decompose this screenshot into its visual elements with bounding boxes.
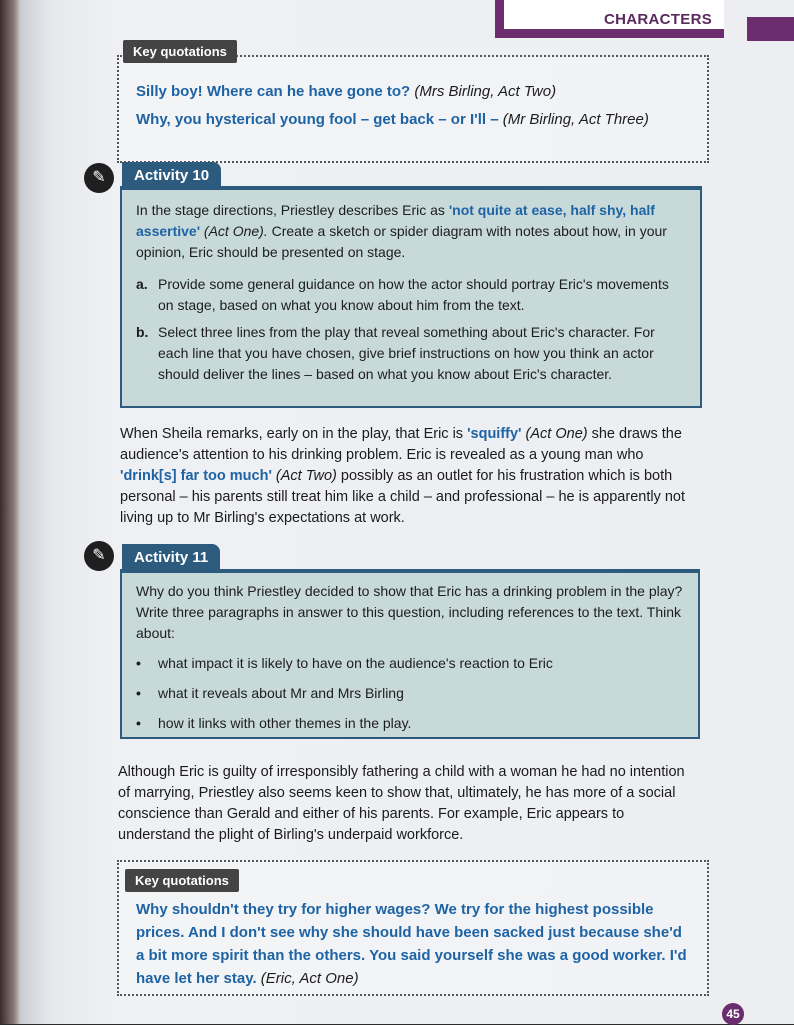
bullet-text: what impact it is likely to have on the audience's reaction to Eric xyxy=(158,655,553,671)
quote-source: (Eric, Act One) xyxy=(260,970,359,987)
item-text: Select three lines from the play that reveal something about Eric's character. For each line that you have chosen, give brief instructions on how you think an actor should deliver the lines – based on what you know about Eric's character. xyxy=(158,324,655,382)
quote-text: Why, you hysterical young fool – get back – or I'll – xyxy=(136,111,499,128)
quote-source: (Mrs Birling, Act Two) xyxy=(414,83,557,100)
text: possibly as an outlet for his frustration which is both personal – his parents still treat him like a child – and professional – he is apparently not living up to Mr Birling's expectations at work. xyxy=(120,468,686,526)
item-letter: b. xyxy=(136,324,149,340)
bullet-text: how it links with other themes in the play. xyxy=(158,715,412,731)
quote-text: Why shouldn't they try for higher wages? We try for the highest possible prices. And I don't see why she should have been sacked just because she'd a bit more spirit than the others. You said yourself she was a good worker. I'd have let her stay. xyxy=(136,901,687,987)
activity-item xyxy=(136,322,684,385)
activity-11-box xyxy=(120,569,700,739)
book-spine xyxy=(0,0,20,1024)
key-quotations-badge: Key quotations xyxy=(125,869,239,892)
bullet-text: what it reveals about Mr and Mrs Birling xyxy=(158,685,404,701)
intro-text: In the stage directions, Priestley describes Eric as xyxy=(136,202,449,218)
page-number: 45 xyxy=(722,1003,744,1025)
section-header-label: CHARACTERS xyxy=(604,11,712,28)
activity-bullet: • how it links with other themes in the play. xyxy=(136,715,412,731)
activity-10-box xyxy=(120,186,702,408)
book-page xyxy=(20,0,794,1024)
quote-highlight: 'drink[s] far too much' xyxy=(120,468,272,484)
key-quotations-badge: Key quotations xyxy=(123,40,237,63)
activity-11-intro: Why do you think Priestley decided to show that Eric has a drinking problem in the play? Write three paragraphs in answer to this question, including references to the text. Think about: xyxy=(136,583,683,641)
key-quotation xyxy=(136,898,690,990)
body-paragraph xyxy=(120,424,702,529)
quote-text: Silly boy! Where can he have gone to? xyxy=(136,83,411,100)
text: she draws the audience's attention to his drinking problem. Eric is revealed as a young man who xyxy=(120,426,682,463)
pencil-icon: ✎ xyxy=(84,541,114,571)
item-text: Provide some general guidance on how the actor should portray Eric's movements on stage, based on what you know about him from the text. xyxy=(158,276,669,313)
reference: (Act One) xyxy=(521,426,588,442)
text: When Sheila remarks, early on in the play, that Eric is xyxy=(120,426,468,442)
activity-11-title: Activity 11 xyxy=(122,544,220,571)
item-letter: a. xyxy=(136,276,148,292)
body-paragraph: Although Eric is guilty of irresponsibly fathering a child with a woman he had no intention of marrying, Priestley also seems keen to show that, ultimately, he has more of a social conscience than Gerald and either of his parents. For example, Eric appears to understand the plight of Birling's underpaid workforce. xyxy=(118,764,685,843)
key-quotation xyxy=(136,80,696,103)
activity-item xyxy=(136,274,684,316)
reference: (Act Two) xyxy=(271,468,337,484)
intro-highlight: 'not quite at ease, half shy, half assertive' xyxy=(136,202,655,239)
activity-bullet: • what it reveals about Mr and Mrs Birling xyxy=(136,685,404,701)
activity-10-title: Activity 10 xyxy=(122,162,221,189)
quote-highlight: 'squiffy' xyxy=(467,426,522,442)
activity-10-intro xyxy=(136,200,684,263)
pencil-icon: ✎ xyxy=(84,163,114,193)
section-header-tab xyxy=(495,0,724,38)
activity-bullet: • what impact it is likely to have on the audience's reaction to Eric xyxy=(136,655,553,671)
intro-text: Create a sketch or spider diagram with notes about how, in your opinion, Eric should be presented on stage. xyxy=(136,223,667,260)
intro-reference: (Act One). xyxy=(200,223,268,239)
key-quotation xyxy=(136,108,696,131)
section-color-bar xyxy=(747,17,794,41)
quote-source: (Mr Birling, Act Three) xyxy=(502,111,649,128)
